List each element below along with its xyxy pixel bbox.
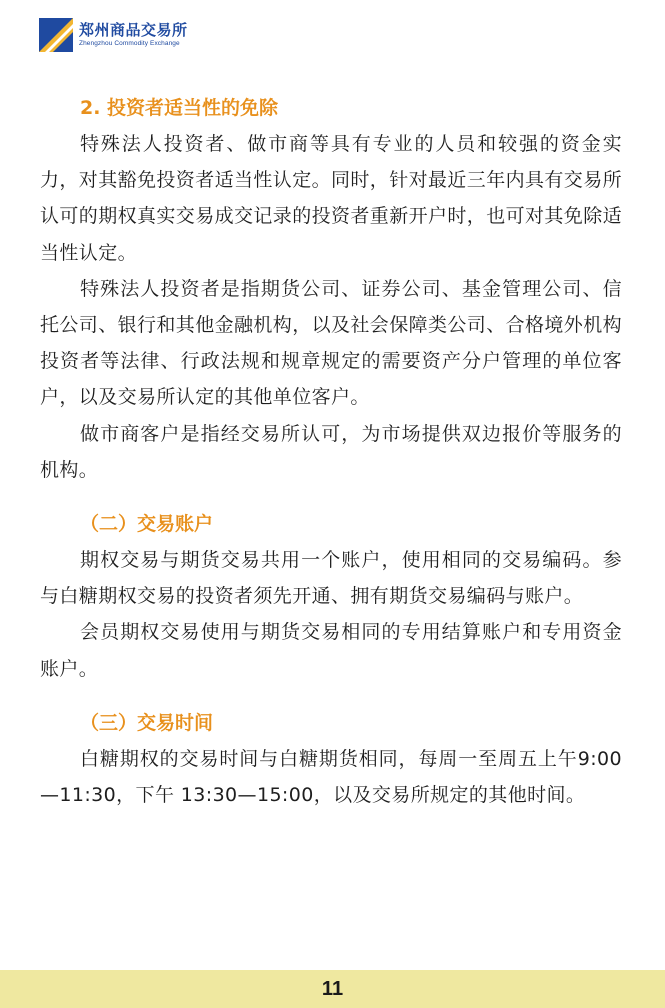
section-title-trading-hours: （三）交易时间: [80, 711, 214, 734]
paragraph: 会员期权交易使用与期货交易相同的专用结算账户和专用资金账户。: [40, 621, 622, 680]
logo-name-cn: 郑州商品交易所: [79, 21, 188, 39]
paragraph: 特殊法人投资者是指期货公司、证券公司、基金管理公司、信托公司、银行和其他金融机构，以及社会保障类公司、合格境外机构投资者等法律、行政法规和规章规定的需要资产分户管理的单位客户，以及交易所认定的其他单位客户。: [40, 277, 623, 409]
paragraph: 做市商客户是指经交易所认可，为市场提供双边报价等服务的机构。: [40, 422, 622, 481]
page-number: 11: [321, 977, 344, 1000]
section-title-exemption: 2. 投资者适当性的免除: [80, 97, 279, 119]
zce-logo-icon: [39, 18, 73, 52]
section-title-trading-account: （二）交易账户: [80, 513, 214, 536]
page-header: [39, 18, 188, 52]
document-body: [40, 90, 622, 813]
paragraph: 白糖期权的交易时间与白糖期货相同，每周一至周五上午9:00—11:30，下午 13:30—15:00，以及交易所规定的其他时间。: [40, 747, 622, 807]
paragraph: 特殊法人投资者、做市商等具有专业的人员和较强的资金实力，对其豁免投资者适当性认定。同时，针对最近三年内具有交易所认可的期权真实交易成交记录的投资者重新开户时，也可对其免除适当性认定。: [40, 133, 623, 264]
logo-text: [79, 22, 188, 48]
paragraph: 期权交易与期货交易共用一个账户，使用相同的交易编码。参与白糖期权交易的投资者须先开通、拥有期货交易编码与账户。: [40, 549, 622, 608]
logo-name-en: Zhengzhou Commodity Exchange: [79, 40, 180, 47]
page-footer: [0, 970, 665, 1008]
